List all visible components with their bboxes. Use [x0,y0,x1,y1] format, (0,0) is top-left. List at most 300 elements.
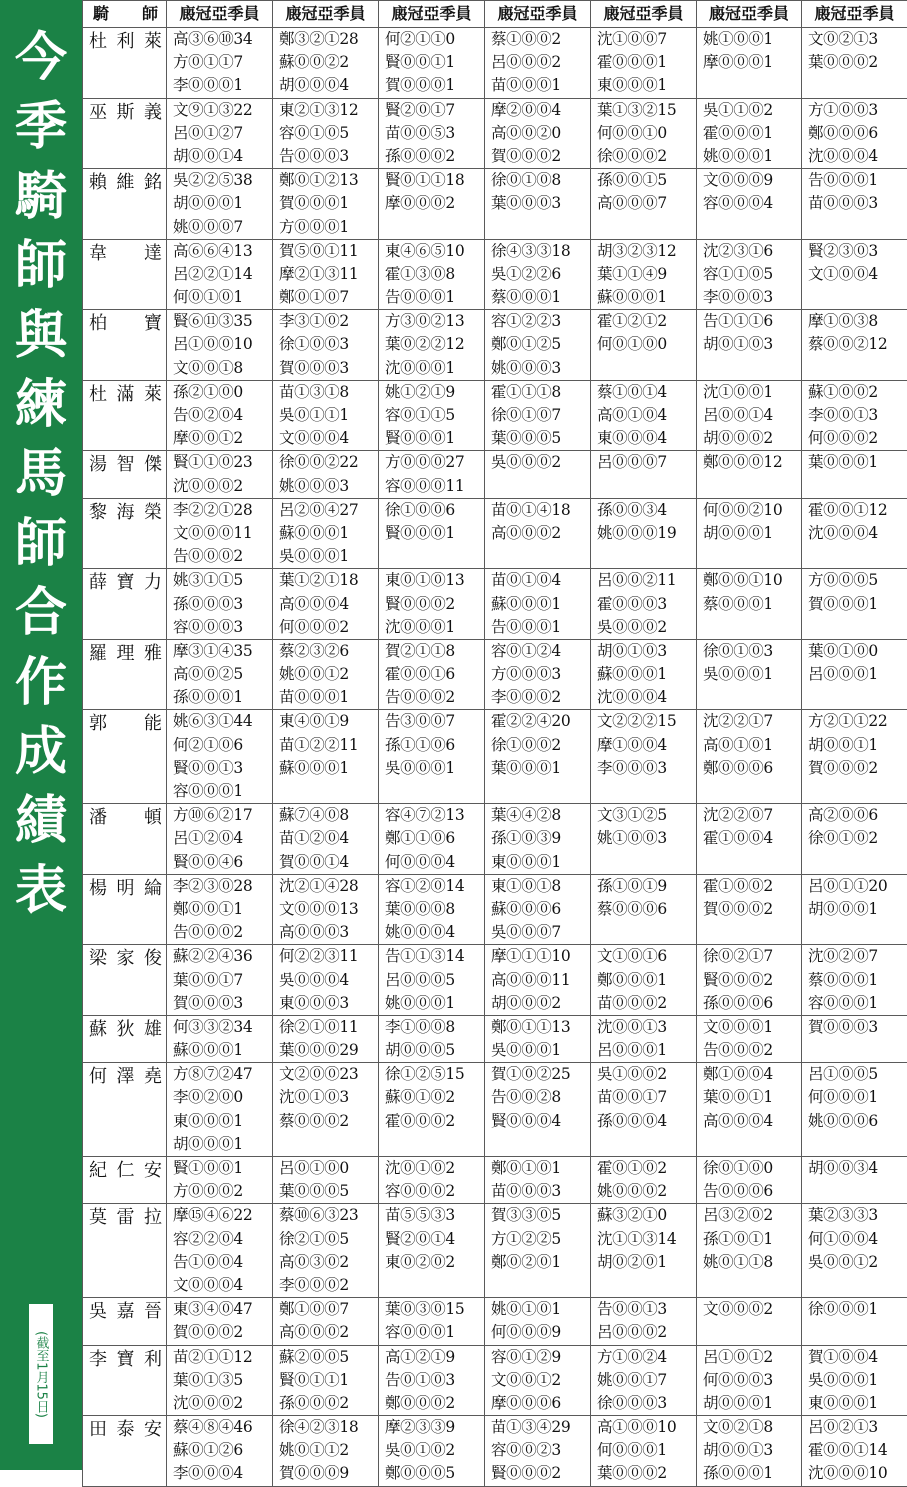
trainer-record: 葉⓪⓪①7 [173,969,272,992]
trainer-cell [591,1416,697,1487]
trainer-record: 蔡⓪⓪⓪6 [597,898,696,921]
trainer-record: 呂⓪⓪⓪2 [491,51,590,74]
trainer-record: 霍①⓪⓪4 [703,827,801,850]
trainer-record: 沈⓪②⓪7 [808,945,907,968]
trainer-record: 何⓪⓪⓪1 [597,1439,696,1462]
trainer-record: 姚⓪⓪⓪3 [491,357,590,380]
trainer-record: 苗⓪⓪⓪1 [279,686,378,709]
trainer-record: 容⓪①⓪5 [279,122,378,145]
trainer-record: 蘇②⓪⓪5 [279,1346,378,1369]
trainer-cell [802,1416,907,1487]
table-row [83,498,907,569]
trainer-record: 鄭⓪②⓪1 [491,1251,590,1274]
trainer-record: 鄭⓪⓪①1 [173,898,272,921]
title-character: 表 [15,857,67,926]
trainer-cell [379,498,485,569]
trainer-record: 吳②②⑤38 [173,169,272,192]
trainer-record: 摩⑮④⑥22 [173,1204,272,1227]
trainer-record: 呂⓪②①3 [808,1416,907,1439]
trainer-cell [485,498,591,569]
jockey-name: 巫斯義 [83,98,167,169]
trainer-record: 東⓪⓪⓪4 [597,427,696,450]
trainer-cell [379,1298,485,1345]
trainer-record: 方⓪⓪⓪2 [173,1180,272,1203]
jockey-name: 潘頓 [83,804,167,875]
trainer-record: 高⓪⓪②0 [491,122,590,145]
trainer-record: 呂⓪⓪②11 [597,569,696,592]
trainer-cell [167,945,273,1016]
trainer-cell [485,310,591,381]
trainer-record: 姚③①①5 [173,569,272,592]
trainer-cell [273,498,379,569]
trainer-record: 沈⓪⓪⓪4 [808,522,907,545]
table-row [83,1015,907,1062]
trainer-record: 方③⓪②13 [385,310,484,333]
trainer-record: 苗⓪①⓪4 [491,569,590,592]
trainer-record: 苗⓪⓪⓪3 [491,1180,590,1203]
jockey-name: 田泰安 [83,1416,167,1487]
trainer-record: 姚⓪①⓪1 [491,1298,590,1321]
trainer-record: 賢①①⓪23 [173,451,272,474]
trainer-record: 容⓪⓪⓪1 [385,1321,484,1344]
trainer-record: 東①⓪①8 [491,875,590,898]
trainer-record: 孫⓪⓪⓪2 [385,145,484,168]
title-character: 績 [15,787,67,856]
trainer-record: 賢⓪⓪①3 [173,757,272,780]
trainer-record: 蔡④⑧④46 [173,1416,272,1439]
trainer-record: 賢⓪①①1 [279,1369,378,1392]
trainer-record: 姚⓪①①8 [703,1251,801,1274]
trainer-cell [379,639,485,710]
trainer-record: 李⓪⓪⓪2 [279,1274,378,1297]
trainer-record: 鄭⓪⓪①10 [703,569,801,592]
jockey-name: 紀仁安 [83,1157,167,1204]
trainer-record: 姚①⓪⓪3 [597,827,696,850]
trainer-record: 告①①①6 [703,310,801,333]
trainer-cell [802,98,907,169]
trainer-record: 何②①⓪6 [173,734,272,757]
trainer-record: 葉⓪⓪⓪5 [279,1180,378,1203]
trainer-cell [379,451,485,498]
trainer-cell [485,569,591,640]
table-row [83,310,907,381]
trainer-record: 鄭⓪⓪⓪5 [385,1462,484,1485]
trainer-cell [485,1416,591,1487]
trainer-record: 告⓪⓪⓪1 [808,169,907,192]
trainer-cell [591,1157,697,1204]
trainer-cell [167,1157,273,1204]
trainer-record: 沈⓪⓪①3 [597,1016,696,1039]
trainer-record: 容⓪⓪②3 [491,1439,590,1462]
trainer-record: 容⓪①②4 [491,640,590,663]
trainer-record: 告⓪⓪⓪2 [173,545,272,568]
trainer-record: 何②①①0 [385,28,484,51]
trainer-record: 賀②①①8 [385,640,484,663]
trainer-record: 沈⓪⓪⓪4 [808,145,907,168]
trainer-cell [591,639,697,710]
trainer-cell [167,1204,273,1298]
trainer-cell [379,710,485,804]
trainer-record: 姚①②①9 [385,381,484,404]
trainer-record: 胡⓪⓪⓪2 [703,427,801,450]
trainer-record: 霍①②①2 [597,310,696,333]
trainer-record: 姚⓪⓪⓪3 [279,475,378,498]
table-row [83,804,907,875]
trainer-cell [273,1345,379,1416]
trainer-cell [485,804,591,875]
trainer-record: 蘇⑦④⓪8 [279,804,378,827]
trainer-cell [273,1157,379,1204]
trainer-record: 蘇⓪⓪⓪1 [173,1039,272,1062]
trainer-cell [167,639,273,710]
table-row [83,874,907,945]
trainer-record: 姚⓪⓪⓪19 [597,522,696,545]
trainer-record: 鄭⓪①⓪7 [279,286,378,309]
trainer-record: 呂⓪①②7 [173,122,272,145]
trainer-cell [485,1063,591,1157]
trainer-cell [697,98,802,169]
trainer-record: 方①⓪⓪3 [808,99,907,122]
trainer-record: 孫⓪⓪⓪2 [279,1392,378,1415]
header-trainer-col: 廄冠亞季員 [802,1,907,28]
trainer-record: 沈②②⓪7 [703,804,801,827]
trainer-record: 文⑨①③22 [173,99,272,122]
trainer-cell [697,1345,802,1416]
trainer-record: 葉⓪②②12 [385,333,484,356]
trainer-record: 文⓪⓪①2 [491,1369,590,1392]
trainer-record: 告⓪⓪⓪2 [385,686,484,709]
trainer-cell [802,310,907,381]
trainer-cell [379,28,485,99]
trainer-record: 胡⓪①⓪3 [597,640,696,663]
trainer-record: 高⓪⓪⓪7 [597,192,696,215]
trainer-cell [591,1015,697,1062]
trainer-record: 李⓪⓪⓪3 [597,757,696,780]
trainer-record: 蘇⓪⓪⓪1 [491,593,590,616]
trainer-record: 沈⓪⓪⓪10 [808,1462,907,1485]
trainer-record: 霍②②④20 [491,710,590,733]
trainer-record: 蘇⓪⓪⓪6 [491,898,590,921]
jockey-name: 杜利萊 [83,28,167,99]
trainer-record: 高⓪⓪⓪4 [703,1110,801,1133]
trainer-record: 蘇⓪⓪②2 [279,51,378,74]
trainer-record: 葉⓪⓪⓪29 [279,1039,378,1062]
trainer-record: 文⓪②①8 [703,1416,801,1439]
trainer-record: 高③⑥⑩34 [173,28,272,51]
trainer-cell [485,169,591,240]
header-row [83,1,907,28]
trainer-cell [273,1063,379,1157]
trainer-cell [273,569,379,640]
trainer-record: 告⓪⓪⓪1 [491,616,590,639]
trainer-record: 賀⓪⓪⓪3 [279,357,378,380]
trainer-record: 蔡⑩⑥③23 [279,1204,378,1227]
trainer-record: 高②⓪⓪6 [808,804,907,827]
trainer-record: 苗⓪⓪⓪2 [597,992,696,1015]
trainer-record: 摩②③③9 [385,1416,484,1439]
trainer-cell [697,1063,802,1157]
trainer-record: 賀⓪⓪⓪9 [279,1462,378,1485]
trainer-cell [167,804,273,875]
trainer-cell [591,169,697,240]
trainer-record: 呂⓪⓪⓪7 [597,451,696,474]
trainer-cell [802,169,907,240]
title-character: 合 [15,579,67,648]
trainer-cell [167,380,273,451]
trainer-record: 徐⓪①⓪2 [808,827,907,850]
trainer-cell [591,1345,697,1416]
trainer-record: 賀⓪⓪⓪1 [808,593,907,616]
title-sidebar [0,0,82,1470]
trainer-record: 告⓪⓪⓪2 [703,1039,801,1062]
trainer-cell [802,1063,907,1157]
jockey-name: 羅理雅 [83,639,167,710]
trainer-record: 姚①⓪⓪1 [703,28,801,51]
trainer-record: 文⓪⓪①8 [173,357,272,380]
title-character: 練 [15,371,67,440]
trainer-cell [379,239,485,310]
trainer-record: 高⓪⓪⓪2 [491,522,590,545]
trainer-cell [379,1204,485,1298]
title-character: 作 [15,649,67,718]
trainer-cell [273,804,379,875]
trainer-cell [802,1298,907,1345]
table-row [83,98,907,169]
jockey-name: 蘇狄雄 [83,1015,167,1062]
trainer-cell [802,1345,907,1416]
trainer-record: 賀⑤⓪①11 [279,240,378,263]
trainer-cell [697,1416,802,1487]
trainer-cell [167,28,273,99]
trainer-record: 高①②①9 [385,1346,484,1369]
trainer-record: 姚⓪①①2 [279,1439,378,1462]
trainer-record: 胡⓪⓪①4 [173,145,272,168]
trainer-cell [379,874,485,945]
trainer-record: 蔡①⓪⓪2 [491,28,590,51]
trainer-record: 姚⓪⓪①7 [597,1369,696,1392]
jockey-name: 賴維銘 [83,169,167,240]
trainer-record: 葉①①④9 [597,263,696,286]
trainer-record: 吳①②②6 [491,263,590,286]
trainer-record: 徐①⓪⓪3 [279,333,378,356]
trainer-record: 容①②②3 [491,310,590,333]
table-row [83,28,907,99]
trainer-record: 高⓪③⓪2 [279,1251,378,1274]
trainer-record: 胡⓪⓪⓪1 [173,192,272,215]
trainer-cell [697,804,802,875]
trainer-record: 吳⓪⓪⓪1 [808,1369,907,1392]
trainer-record: 吳⓪①⓪2 [385,1439,484,1462]
trainer-record: 告⓪⓪⓪1 [385,286,484,309]
trainer-cell [273,380,379,451]
trainer-record: 蔡②③②6 [279,640,378,663]
trainer-record: 容⓪⓪⓪1 [173,780,272,803]
trainer-record: 高⓪⓪⓪2 [279,1321,378,1344]
trainer-record: 賢⓪⓪④6 [173,851,272,874]
trainer-cell [485,945,591,1016]
trainer-record: 孫①①⓪6 [385,734,484,757]
table-row [83,945,907,1016]
trainer-cell [485,1345,591,1416]
jockey-name: 莫雷拉 [83,1204,167,1298]
trainer-cell [485,639,591,710]
trainer-record: 孫⓪⓪①5 [597,169,696,192]
trainer-record: 方⑧⑦②47 [173,1063,272,1086]
trainer-cell [591,98,697,169]
trainer-cell [485,1298,591,1345]
trainer-record: 葉⓪①③5 [173,1369,272,1392]
trainer-record: 吳⓪⓪⓪1 [385,757,484,780]
trainer-record: 賀⓪⓪⓪2 [703,898,801,921]
trainer-cell [273,639,379,710]
trainer-cell [802,804,907,875]
trainer-cell [167,1345,273,1416]
trainer-record: 容⓪⓪⓪2 [385,1180,484,1203]
trainer-record: 賢⓪⓪⓪1 [385,427,484,450]
trainer-record: 吳⓪⓪⓪2 [597,616,696,639]
trainer-record: 孫⓪⓪⓪3 [173,593,272,616]
trainer-record: 賀⓪⓪⓪3 [808,1016,907,1039]
trainer-record: 苗⑤⑤③3 [385,1204,484,1227]
trainer-cell [591,1063,697,1157]
trainer-cell [591,451,697,498]
trainer-record: 容⓪①②9 [491,1346,590,1369]
trainer-record: 何⓪⓪①0 [597,122,696,145]
trainer-cell [802,380,907,451]
trainer-cell [379,1015,485,1062]
trainer-record: 文⓪⓪⓪2 [703,1298,801,1321]
trainer-record: 呂⓪①①20 [808,875,907,898]
trainer-record: 吳⓪⓪⓪1 [491,1039,590,1062]
trainer-record: 賀⓪⓪⓪2 [491,145,590,168]
trainer-cell [167,710,273,804]
title-character: 與 [15,302,67,371]
trainer-cell [697,451,802,498]
trainer-cell [485,710,591,804]
trainer-record: 葉⓪⓪⓪1 [491,757,590,780]
trainer-record: 沈②①④28 [279,875,378,898]
trainer-cell [273,874,379,945]
jockey-name: 黎海榮 [83,498,167,569]
date-note: (截至1月15日) [29,1304,53,1444]
trainer-record: 賢②③⓪3 [808,240,907,263]
trainer-record: 霍⓪①⓪2 [597,1157,696,1180]
trainer-cell [273,945,379,1016]
trainer-record: 告①⓪⓪4 [173,1251,272,1274]
title-character: 騎 [15,163,67,232]
table-row [83,1345,907,1416]
trainer-record: 賀⓪⓪⓪1 [385,74,484,97]
trainer-record: 何③③②34 [173,1016,272,1039]
trainer-record: 李⓪⓪⓪4 [173,1462,272,1485]
trainer-cell [697,1157,802,1204]
trainer-cell [591,1298,697,1345]
trainer-record: 徐⓪①⓪7 [491,404,590,427]
trainer-cell [802,1204,907,1298]
trainer-record: 孫①⓪①9 [597,875,696,898]
trainer-record: 賀⓪⓪①4 [279,851,378,874]
trainer-record: 文②②②15 [597,710,696,733]
trainer-cell [167,1015,273,1062]
header-trainer-col: 廄冠亞季員 [379,1,485,28]
trainer-cell [167,569,273,640]
trainer-cell [591,874,697,945]
trainer-record: 沈⓪⓪⓪2 [173,1392,272,1415]
table-row [83,239,907,310]
table-row [83,1298,907,1345]
trainer-record: 呂①⓪⓪5 [808,1063,907,1086]
trainer-record: 徐⓪①⓪8 [491,169,590,192]
trainer-record: 沈②③①6 [703,240,801,263]
trainer-record: 何⓪⓪⓪2 [808,427,907,450]
trainer-record: 霍⓪⓪①14 [808,1439,907,1462]
trainer-record: 孫①⓪①1 [703,1228,801,1251]
trainer-record: 呂⓪⓪⓪2 [597,1321,696,1344]
trainer-cell [591,710,697,804]
trainer-record: 容⓪①①5 [385,404,484,427]
trainer-record: 姚⓪⓪⓪1 [385,992,484,1015]
trainer-cell [591,945,697,1016]
trainer-cell [697,639,802,710]
trainer-cell [802,874,907,945]
title-character: 師 [15,510,67,579]
trainer-record: 文⓪⓪⓪9 [703,169,801,192]
table-row [83,451,907,498]
trainer-cell [802,1157,907,1204]
trainer-record: 葉⓪⓪⓪2 [597,1462,696,1485]
trainer-record: 文①⓪⓪4 [808,263,907,286]
trainer-record: 賀⓪⓪⓪2 [173,1321,272,1344]
trainer-record: 摩②①③11 [279,263,378,286]
trainer-record: 胡⓪⓪⓪1 [703,522,801,545]
trainer-record: 苗①③④29 [491,1416,590,1439]
trainer-cell [802,1015,907,1062]
trainer-record: 東⓪①⓪13 [385,569,484,592]
trainer-cell [485,28,591,99]
trainer-cell [591,1204,697,1298]
trainer-record: 方⑩⑥②17 [173,804,272,827]
trainer-record: 文⓪②①3 [808,28,907,51]
trainer-record: 姚⓪⓪①2 [279,663,378,686]
trainer-record: 李⓪⓪⓪2 [491,686,590,709]
trainer-record: 葉④④②8 [491,804,590,827]
trainer-record: 苗①②⓪4 [279,827,378,850]
trainer-cell [485,451,591,498]
trainer-record: 葉⓪⓪⓪3 [491,192,590,215]
trainer-record: 姚⓪⓪⓪7 [173,216,272,239]
trainer-record: 葉⓪③⓪15 [385,1298,484,1321]
trainer-record: 何⓪⓪⓪1 [808,1086,907,1109]
trainer-record: 霍⓪⓪⓪1 [703,122,801,145]
trainer-cell [273,310,379,381]
trainer-record: 賀①⓪②25 [491,1063,590,1086]
trainer-record: 何⓪⓪②10 [703,499,801,522]
trainer-record: 葉②③③3 [808,1204,907,1227]
trainer-cell [697,498,802,569]
trainer-record: 文⓪⓪⓪13 [279,898,378,921]
trainer-record: 摩⓪⓪⓪2 [385,192,484,215]
trainer-record: 霍⓪⓪①6 [385,663,484,686]
trainer-cell [273,1416,379,1487]
trainer-cell [591,569,697,640]
trainer-record: 葉⓪⓪①1 [703,1086,801,1109]
trainer-record: 賀⓪⓪⓪3 [173,992,272,1015]
trainer-record: 鄭⓪⓪⓪1 [597,969,696,992]
trainer-record: 孫⓪⓪⓪4 [597,1110,696,1133]
trainer-record: 吳⓪⓪⓪2 [491,451,590,474]
trainer-record: 李①⓪⓪8 [385,1016,484,1039]
table-row [83,1204,907,1298]
